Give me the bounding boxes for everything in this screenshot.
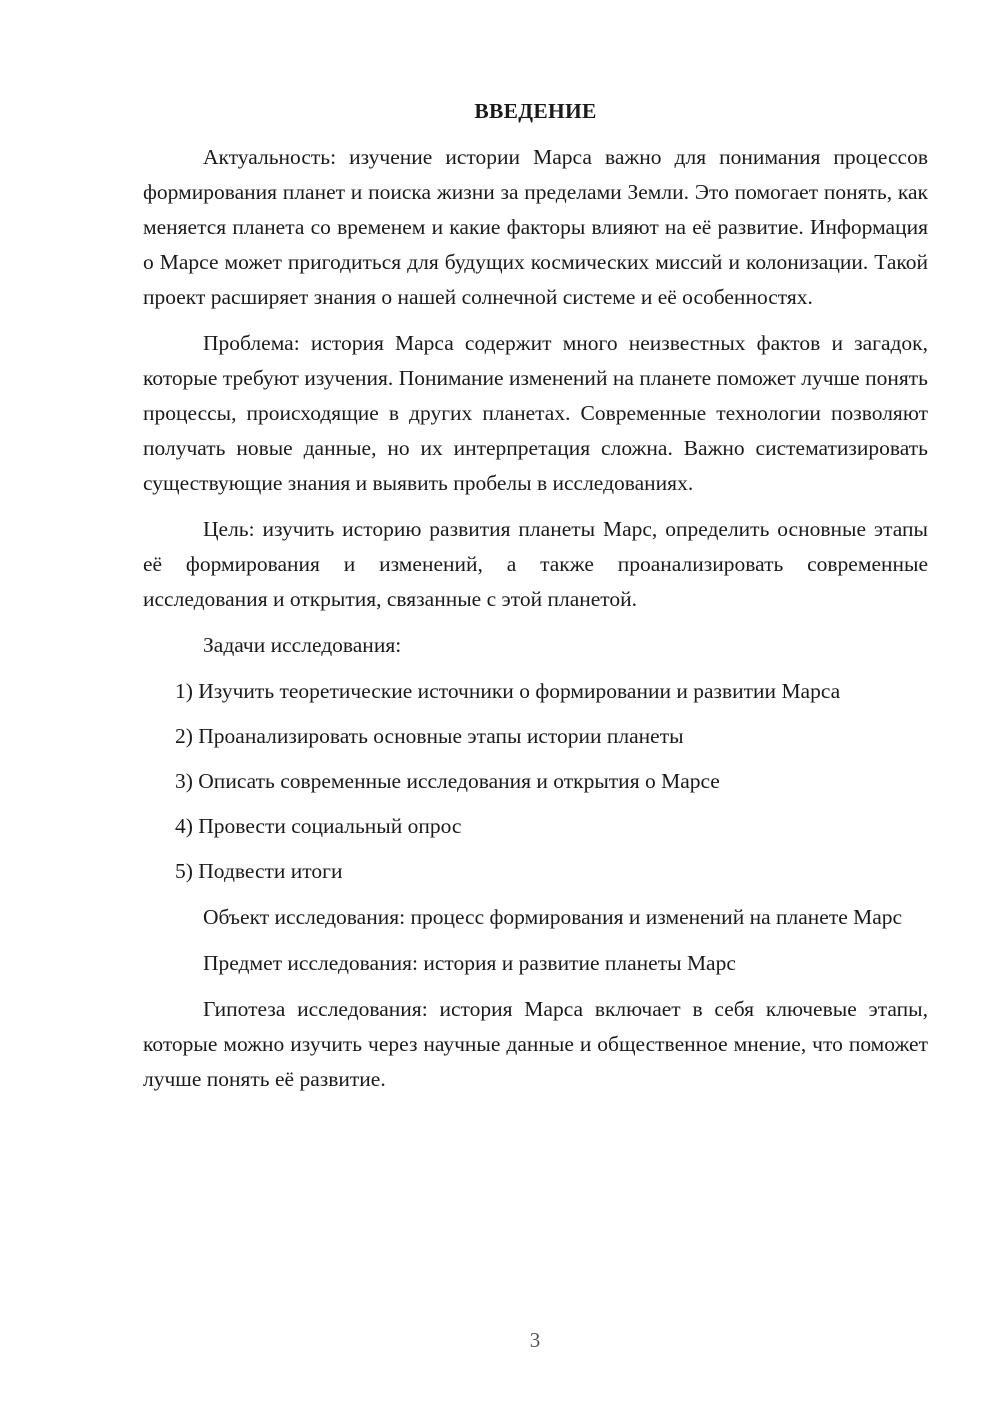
page-title: ВВЕДЕНИЕ [474,99,597,123]
page-number: 3 [529,1328,541,1352]
list-item: 3) Описать современные исследования и открытия о Марсе [175,769,720,793]
paragraph-object: Объект исследования: процесс формирования и изменений на планете Марс [203,905,903,929]
list-item: 5) Подвести итоги [175,859,343,883]
paragraph-problem: Проблема: история Марса содержит много неизвестных фактов и загадок, которые требуют изучения. Понимание изменений на планете поможет лучше понять процессы, происходящие в других планетах. Современные технологии позволяют получать новые данные, но их интерпретация сложна. Важно систематизировать существующие знания и выявить пробелы в исследованиях. [143,331,928,495]
list-item: 1) Изучить теоретические источники о формировании и развитии Марса [175,679,841,703]
paragraph-goal: Цель: изучить историю развития планеты Марс, определить основные этапы её формирования и изменений, а также проанализировать современные исследования и открытия, связанные с этой планетой. [143,517,928,611]
tasks-title: Задачи исследования: [203,633,402,657]
list-item: 2) Проанализировать основные этапы истории планеты [175,724,684,748]
tasks-list [143,674,928,889]
list-item: 4) Провести социальный опрос [175,814,462,838]
paragraph-hypothesis: Гипотеза исследования: история Марса включает в себя ключевые этапы, которые можно изучить через научные данные и общественное мнение, что поможет лучше понять её развитие. [143,997,928,1091]
paragraph-subject: Предмет исследования: история и развитие планеты Марс [203,951,736,975]
document-page [143,96,928,1108]
paragraph-relevance: Актуальность: изучение истории Марса важно для понимания процессов формирования планет и поиска жизни за пределами Земли. Это помогает понять, как меняется планета со временем и какие факторы влияют на её развитие. Информация о Марсе может пригодиться для будущих космических миссий и колонизации. Такой проект расширяет знания о нашей солнечной системе и её особенностях. [143,145,928,309]
